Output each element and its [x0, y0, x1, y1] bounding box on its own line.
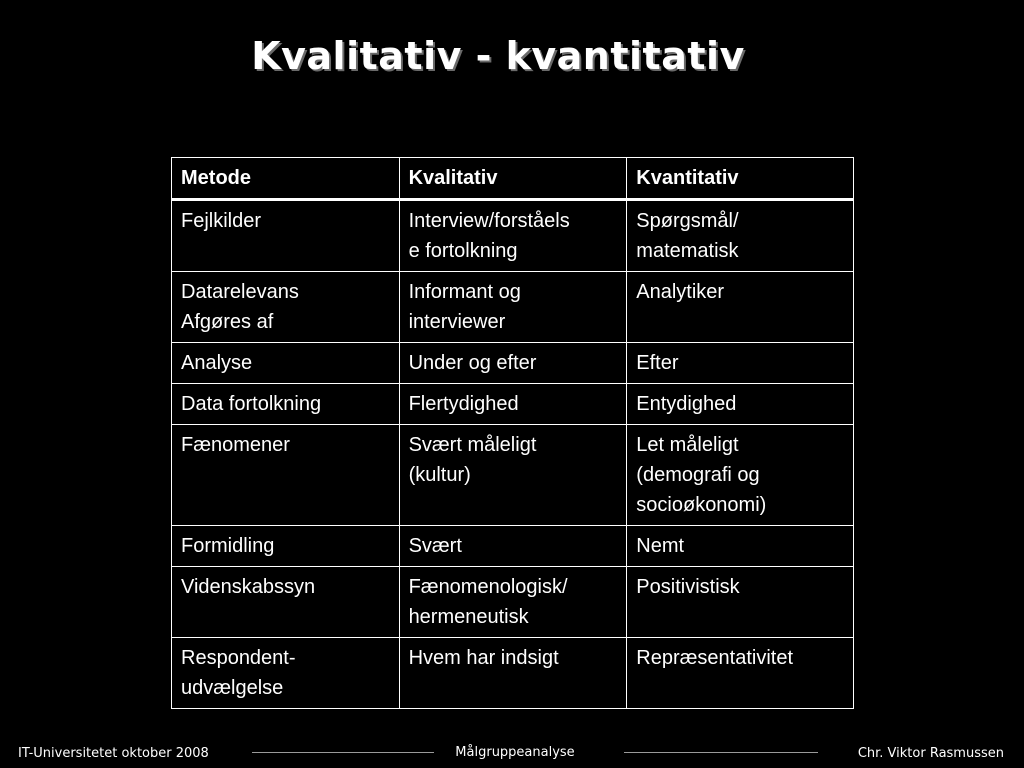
- table-cell: Fænomenologisk/ hermeneutisk: [399, 567, 627, 638]
- footer-topic: Målgruppeanalyse: [455, 745, 575, 760]
- table-cell: Analytiker: [627, 272, 854, 343]
- header-cell-kvantitativ: Kvantitativ: [627, 158, 854, 200]
- table-cell: Fejlkilder: [172, 200, 400, 272]
- table-cell: Fænomener: [172, 425, 400, 526]
- table-cell: Spørgsmål/ matematisk: [627, 200, 854, 272]
- slide-footer: [0, 738, 1024, 768]
- table-cell: Data fortolkning: [172, 384, 400, 425]
- table-cell: Repræsentativitet: [627, 638, 854, 709]
- table-row: [172, 567, 854, 638]
- header-cell-kvalitativ: Kvalitativ: [399, 158, 627, 200]
- slide-title: Kvalitativ - kvantitativ: [251, 34, 745, 78]
- footer-author: Chr. Viktor Rasmussen: [857, 746, 1004, 761]
- table-cell: Hvem har indsigt: [399, 638, 627, 709]
- table-cell: Svært: [399, 526, 627, 567]
- table-cell: Positivistisk: [627, 567, 854, 638]
- table-row: [172, 384, 854, 425]
- footer-divider-right: [624, 752, 818, 753]
- table-header-row: [172, 158, 854, 200]
- table-cell: Efter: [627, 343, 854, 384]
- table-cell: Let måleligt (demografi og socioøkonomi): [627, 425, 854, 526]
- table-cell: Analyse: [172, 343, 400, 384]
- table-cell: Informant og interviewer: [399, 272, 627, 343]
- table-cell: Interview/forståels e fortolkning: [399, 200, 627, 272]
- table-row: [172, 425, 854, 526]
- comparison-table: [171, 157, 854, 709]
- table-row: [172, 200, 854, 272]
- table-cell: Datarelevans Afgøres af: [172, 272, 400, 343]
- table-row: [172, 343, 854, 384]
- footer-divider-left: [252, 752, 434, 753]
- table-cell: Svært måleligt (kultur): [399, 425, 627, 526]
- header-cell-metode: Metode: [172, 158, 400, 200]
- table-row: [172, 272, 854, 343]
- table-cell: Under og efter: [399, 343, 627, 384]
- table-row: [172, 638, 854, 709]
- table-cell: Respondent- udvælgelse: [172, 638, 400, 709]
- table-cell: Entydighed: [627, 384, 854, 425]
- footer-organization: IT-Universitetet oktober 2008: [18, 746, 209, 761]
- table-row: [172, 526, 854, 567]
- table-cell: Flertydighed: [399, 384, 627, 425]
- table-cell: Formidling: [172, 526, 400, 567]
- table-cell: Nemt: [627, 526, 854, 567]
- table-cell: Videnskabssyn: [172, 567, 400, 638]
